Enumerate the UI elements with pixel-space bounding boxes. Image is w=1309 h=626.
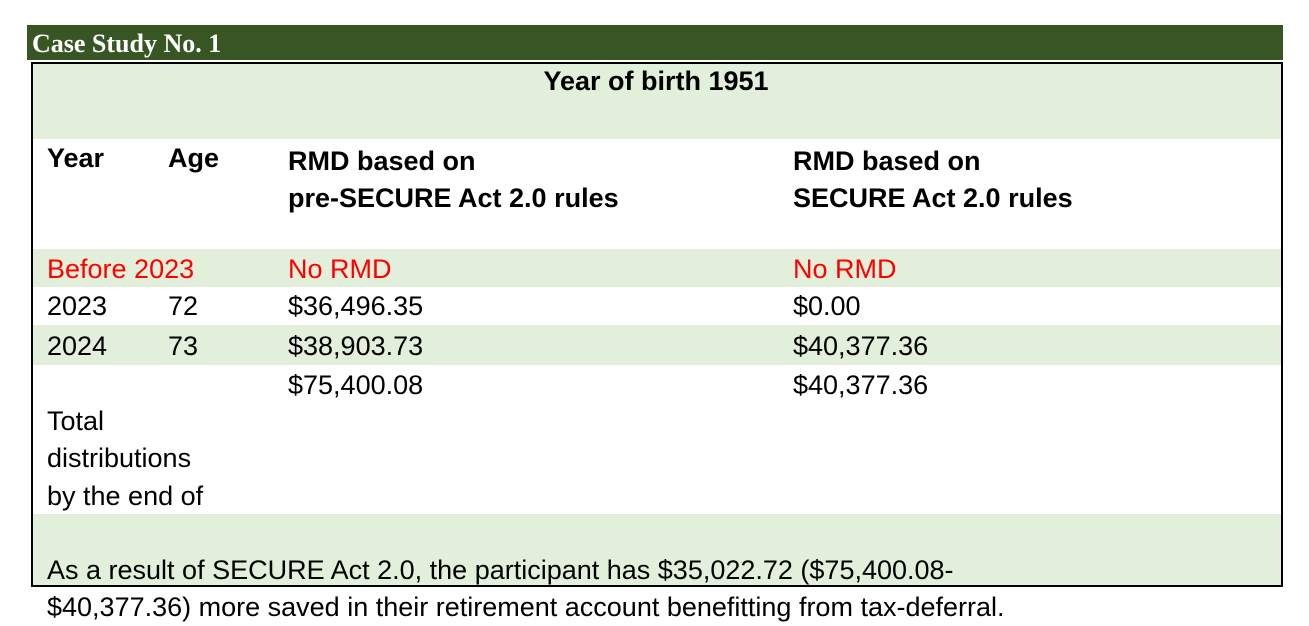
total-pre-value: $75,400.08	[288, 370, 424, 400]
row-2024-age-value: 73	[168, 331, 199, 361]
header-secure-line1: RMD based on	[793, 146, 981, 176]
header-pre-secure	[272, 139, 779, 251]
header-age	[152, 139, 274, 251]
table-row-before-2023-secure	[777, 249, 1283, 289]
table-row-2024-pre	[272, 325, 779, 367]
table-title	[31, 62, 1283, 141]
header-year	[31, 139, 154, 251]
table-row-before-2023-year	[31, 249, 274, 289]
table-footer-note	[31, 514, 1283, 622]
header-pre-secure-line2: pre-SECURE Act 2.0 rules	[288, 183, 619, 213]
case-study-banner: Case Study No. 1	[27, 25, 1283, 60]
table-row-2024-secure	[777, 325, 1283, 367]
row-2023-secure-value: $0.00	[793, 291, 861, 321]
table-row-2023-age	[152, 287, 274, 327]
row-before-2023-label: Before 2023	[47, 254, 195, 284]
table-row-total-label	[31, 365, 274, 516]
total-label-text: Total distributions by the end of	[47, 405, 204, 511]
header-secure	[777, 139, 1283, 251]
header-age-label: Age	[168, 143, 220, 173]
table-row-total-pre	[272, 365, 779, 516]
row-2023-pre-value: $36,496.35	[288, 291, 424, 321]
row-before-2023-secure-value: No RMD	[793, 254, 897, 284]
table-row-2023-pre	[272, 287, 779, 327]
table-title-text: Year of birth 1951	[543, 66, 769, 96]
footer-note-text: As a result of SECURE Act 2.0, the participant has $35,022.72 ($75,400.08- $40,377.36) more saved in their retirement account benefitting from tax-deferral.	[47, 555, 1005, 622]
row-2024-pre-value: $38,903.73	[288, 331, 424, 361]
table-row-before-2023-pre	[272, 249, 779, 289]
header-year-label: Year	[47, 143, 105, 173]
total-secure-value: $40,377.36	[793, 370, 929, 400]
row-2024-year-value: 2024	[47, 331, 108, 361]
table-row-2024-year	[31, 325, 154, 367]
row-2023-year-value: 2023	[47, 291, 108, 321]
row-before-2023-pre-value: No RMD	[288, 254, 392, 284]
header-pre-secure-line1: RMD based on	[288, 146, 476, 176]
table-row-total-secure	[777, 365, 1283, 516]
row-2023-age-value: 72	[168, 291, 199, 321]
header-secure-line2: SECURE Act 2.0 rules	[793, 183, 1073, 213]
table-row-2023-secure	[777, 287, 1283, 327]
row-2024-secure-value: $40,377.36	[793, 331, 929, 361]
table-row-2024-age	[152, 325, 274, 367]
table-row-2023-year	[31, 287, 154, 327]
